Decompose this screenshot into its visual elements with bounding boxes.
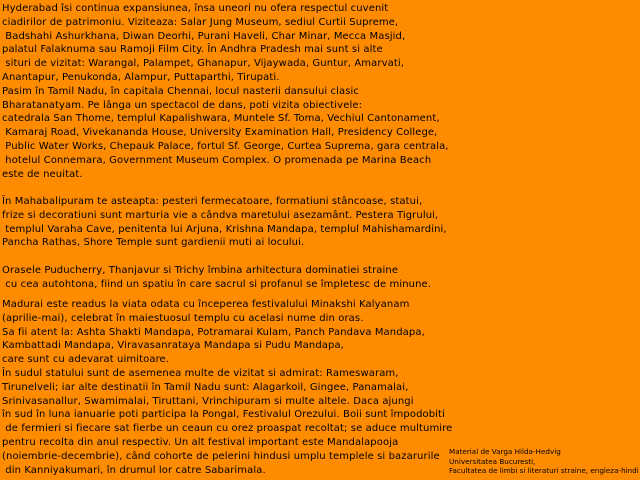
text-line: templul Varaha Cave, penitenta lui Arjuna, Krishna Mandapa, templul Mahishamardini, — [2, 223, 447, 235]
text-line: (aprilie-mai), celebrat în maiestuosul templu cu acelasi nume din oras. — [2, 312, 364, 324]
paragraph-madurai — [2, 298, 452, 477]
text-line: care sunt cu adevarat uimitoare. — [2, 354, 170, 366]
text-line: În sudul statului sunt de asemenea multe de vizitat si admirat: Rameswaram, — [2, 367, 399, 379]
text-line: Srinivasanallur, Swamimalai, Tiruttani, Vrinchipuram si multe altele. Daca ajungi — [2, 395, 414, 407]
text-line: din Kanniyakumari, în drumul lor catre Sabarimala. — [2, 464, 266, 476]
text-line: este de neuitat. — [2, 168, 83, 180]
text-line: Hyderabad îsi continua expansiunea, însa uneori nu ofera respectul cuvenit — [2, 3, 389, 14]
text-line: Badshahi Ashurkhana, Diwan Deorhi, Purani Haveli, Char Minar, Mecca Masjid, — [2, 30, 406, 42]
author-credit — [449, 447, 640, 476]
text-line: pentru recolta din anul respectiv. Un alt festival important este Mandalapooja — [2, 436, 399, 448]
text-line: catedrala San Thome, templul Kapalishwara, Muntele Sf. Toma, Vechiul Cantonament, — [2, 113, 440, 125]
paragraph-hyderabad-chennai — [2, 2, 449, 181]
text-line: palatul Falaknuma sau Ramoji Film City. În Andhra Pradesh mai sunt si alte — [2, 44, 383, 56]
text-line: Anantapur, Penukonda, Alampur, Puttaparthi, Tirupati. — [2, 71, 280, 83]
footer-line: Facultatea de limbi si literaturi straine, engleza-hindi — [449, 466, 639, 476]
footer-line: Universitatea Bucuresti, — [449, 456, 536, 466]
paragraph-mahabalipuram — [2, 195, 447, 250]
text-line: Bharatanatyam. Pe lânga un spectacol de dans, poti vizita obiectivele: — [2, 99, 363, 111]
text-line: (noiembrie-decembrie), când cohorte de pelerini hindusi umplu templele si bazarurile — [2, 450, 440, 462]
text-line: frize si decoratiuni sunt marturia vie a cândva maretului asezamânt. Pestera Tigrului, — [2, 209, 439, 221]
text-line: Orasele Puducherry, Thanjavur si Trichy îmbina arhitectura dominatiei straine — [2, 265, 399, 276]
text-line: În Mahabalipuram te asteapta: pesteri fermecatoare, formatiuni stâncoase, statui, — [2, 196, 423, 207]
text-line: Sa fii atent la: Ashta Shakti Mandapa, Potramarai Kulam, Panch Pandava Mandapa, — [2, 326, 425, 338]
text-line: de fermieri si fiecare sat fierbe un ceaun cu orez proaspat recoltat; se aduce multumire — [2, 423, 453, 435]
paragraph-puducherry — [2, 264, 431, 292]
text-line: ciadirilor de patrimoniu. Viziteaza: Salar Jung Museum, sediul Curtii Supreme, — [2, 16, 399, 28]
text-line: Pancha Rathas, Shore Temple sunt gardienii muti ai locului. — [2, 237, 305, 249]
text-line: Kamaraj Road, Vivekananda House, University Examination Hall, Presidency College, — [2, 127, 438, 139]
text-line: situri de vizitat: Warangal, Palampet, Ghanapur, Vijaywada, Guntur, Amarvati, — [2, 58, 405, 70]
text-line: Tirunelveli; iar alte destinatii în Tamil Nadu sunt: Alagarkoil, Gingee, Panamalai, — [2, 381, 409, 393]
text-line: Pasim în Tamil Nadu, în capitala Chennai, locul nasterii dansului clasic — [2, 85, 360, 97]
text-line: cu cea autohtona, fiind un spatiu în care sacrul si profanul se împletesc de minune. — [2, 278, 432, 290]
text-line: Public Water Works, Chepauk Palace, fortul Sf. George, Curtea Suprema, gara centrala, — [2, 140, 449, 152]
text-line: Madurai este readus la viata odata cu începerea festivalului Minakshi Kalyanam — [2, 299, 410, 310]
text-line: Kambattadi Mandapa, Viravasanrataya Mandapa si Pudu Mandapa, — [2, 340, 344, 352]
text-line: hotelul Connemara, Government Museum Complex. O promenada pe Marina Beach — [2, 154, 432, 166]
footer-line: Material de Varga Hilda-Hedvig — [449, 447, 561, 456]
text-line: în sud în luna ianuarie poti participa la Pongal, Festivalul Orezului. Boii sunt împodobiti — [2, 409, 445, 421]
